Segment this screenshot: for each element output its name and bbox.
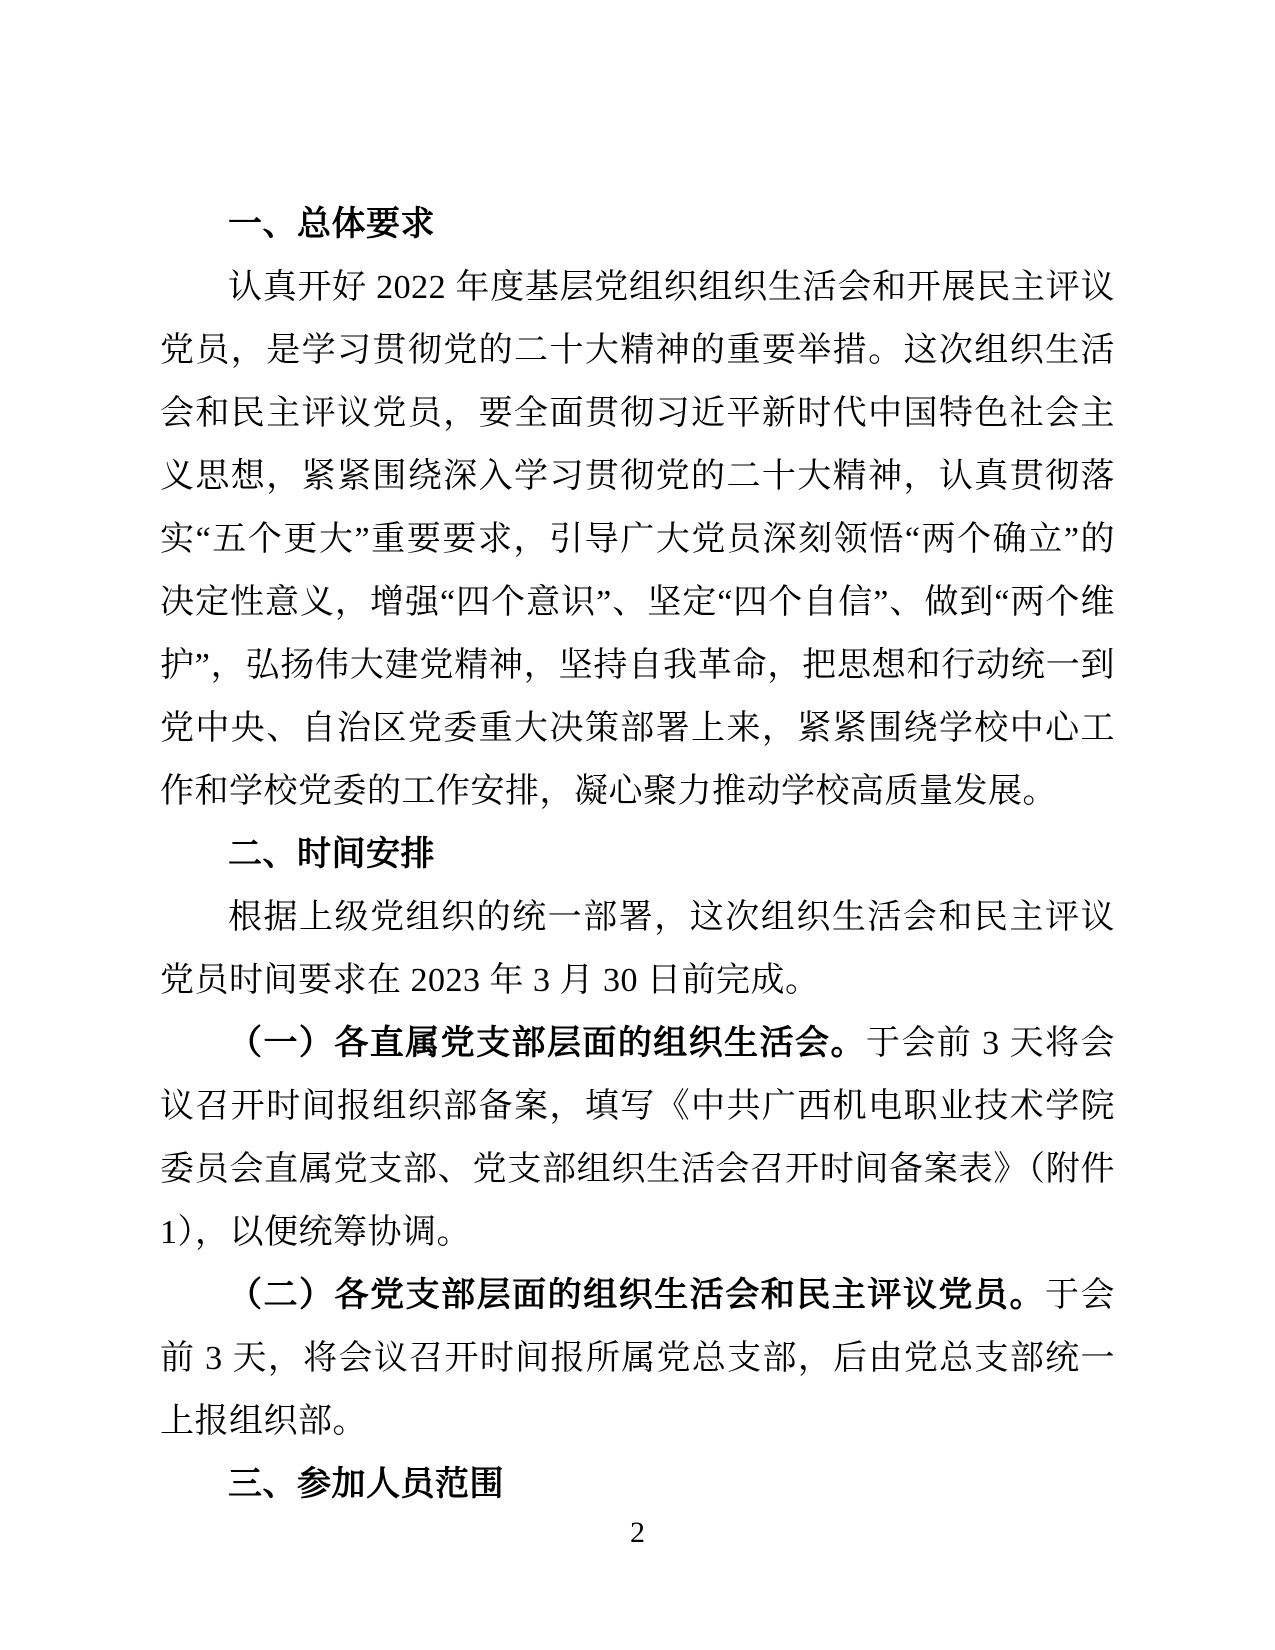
document-body (160, 193, 1115, 1516)
section-heading: 一、总体要求 (228, 205, 435, 243)
paragraph: （一）各直属党支部层面的组织生活会。于会前 3 天将会议召开时间报组织部备案，填写《中共广西机电职业技术学院委员会直属党支部、党支部组织生活会召开时间备案表》（附件 1），以便统筹协调。 (160, 1024, 1116, 1251)
paragraph: （二）各党支部层面的组织生活会和民主评议党员。于会前 3 天，将会议召开时间报所属党总支部，后由党总支部统一上报组织部。 (160, 1276, 1116, 1440)
paragraph-lead: （一）各直属党支部层面的组织生活会。 (228, 1024, 866, 1062)
section-heading: 二、时间安排 (228, 835, 435, 873)
paragraph: 根据上级党组织的统一部署，这次组织生活会和民主评议党员时间要求在 2023 年 3 月 30 日前完成。 (160, 899, 1115, 999)
paragraph-lead: （二）各党支部层面的组织生活会和民主评议党员。 (228, 1276, 1045, 1314)
page-number: 2 (630, 1516, 645, 1549)
section-heading: 三、参加人员范围 (228, 1465, 504, 1503)
paragraph: 认真开好 2022 年度基层党组织组织生活会和开展民主评议党员，是学习贯彻党的二十大精神的重要举措。这次组织生活会和民主评议党员，要全面贯彻习近平新时代中国特色社会主义思想，紧紧围绕深入学习贯彻党的二十大精神，认真贯彻落实“五个更大”重要要求，引导广大党员深刻领悟“两个确立”的决定性意义，增强“四个意识”、坚定“四个自信”、做到“两个维护”，弘扬伟大建党精神，坚持自我革命，把思想和行动统一到党中央、自治区党委重大决策部署上来，紧紧围绕学校中心工作和学校党委的工作安排，凝心聚力推动学校高质量发展。 (160, 269, 1115, 810)
